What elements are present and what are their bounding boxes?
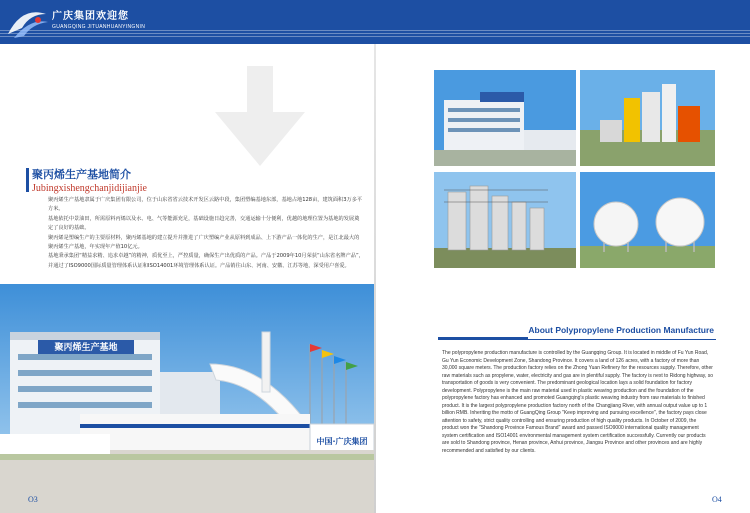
section-title-pinyin: Jubingxishengchanjidijianjie bbox=[32, 183, 147, 194]
brand-name-en: GUANGQING JITUANHUANYINGNIN bbox=[52, 24, 146, 30]
photo-sign-text: 聚丙烯生产基地 bbox=[54, 343, 118, 353]
page-spine bbox=[374, 44, 376, 513]
intro-text-cn bbox=[48, 196, 364, 271]
intro-paragraph: 聚丙烯生产基地隶属于广庆集团有限公司，位于山东省省云技术开发区云路中段，集团塑编基地东部，基地占地128亩，建筑面积3万多平方米。 bbox=[48, 197, 363, 213]
english-body-text: The polypropylene production manufacture is controlled by the Guangqing Group. It is located in middle of Fu Yun Road, Gu Yun Economic Development Zone, Shandong Province. It covers a land of 126 acres, with a factory of more than 30,000 square meters. The production factory relies on the Zhong Yuan Refinery for the resources supply. Therefore, other raw materials such as propylene, water, electricity and gas are in plentiful supply. The factory is next to Ridong highway, so transportation of goods is very convenient. The predominant geological location lays a solid foundation for factory development. Polypropylene is the main raw material used in plastic weaving production and the foundation of the polypropylene factory has enhanced and promoted Guangqing's plastic weaving industry from raw materials to finished product. It is the largest polypropylene production factory north of the Changjiang River, with annual output value up to 1 billion RMB. Inheriting the motto of GuangQing Group "Keep improving and pursuing excellence", the factory pays close attention to safety, strict quality controlling and ensuring production of high quality products. In October of 2009, the product won the "Shandong Province Famous Brand" award and passed ISO9000 international quality management system certification and ISO14001 environmental management system certification successfully. Currently our products are sold to Shandong province, Henan province, Anhui province, Jiangsu Province and other provinces and are highly recommended and satisfied by our clients. bbox=[442, 350, 713, 454]
spherical-tanks-photo bbox=[580, 172, 715, 268]
intro-paragraph: 基地依托中景油田，所需原料丙烯以及水、电、气等能源充足，基础设施日趋完善，交通运输十分便利，优越的地理位置为基地的发展奠定了良好的基础。 bbox=[48, 215, 360, 232]
brand-name-cn: 广庆集团欢迎您 bbox=[52, 11, 129, 22]
intro-paragraph: 基地秉承集团“精益求精、追求卓越”的精神，质优至上，严控质量，确保生产出优质的产品。产品于2009年10月荣获“山东省名牌产品”，并通过了ISO9000国际质量管理体系认证和ISO14001环境管理体系认证。产品销往山东、河南、安徽、江苏等地，深受用户喜爱。 bbox=[48, 253, 364, 269]
title-accent-bar bbox=[26, 168, 29, 192]
page-number-left: O3 bbox=[28, 495, 38, 504]
office-building-photo bbox=[434, 70, 576, 166]
process-tower-photo bbox=[434, 172, 576, 268]
storage-tanks-photo bbox=[580, 70, 715, 166]
down-arrow-icon bbox=[205, 66, 315, 168]
english-title: About Polypropylene Production Manufacture bbox=[528, 325, 714, 335]
factory-gate-photo bbox=[0, 284, 374, 513]
brand-block bbox=[52, 7, 145, 30]
intro-paragraph: 聚丙烯是塑编生产的主要原材料，聚丙烯基地的建立提升并推进了广庆塑编产业从原料到成品、上下游产品一体化的生产，是江北最大的聚丙烯生产基地，年实现年产值10亿元。 bbox=[48, 234, 360, 251]
header-bar bbox=[0, 0, 750, 44]
english-title-block bbox=[438, 322, 716, 340]
section-title-cn: 聚丙烯生产基地简介 bbox=[32, 168, 131, 181]
photo-billboard-text: 中国·广庆集团 bbox=[316, 437, 368, 446]
title-underline-accent bbox=[438, 337, 528, 340]
page-number-right: O4 bbox=[712, 495, 722, 504]
section-title bbox=[32, 166, 147, 194]
